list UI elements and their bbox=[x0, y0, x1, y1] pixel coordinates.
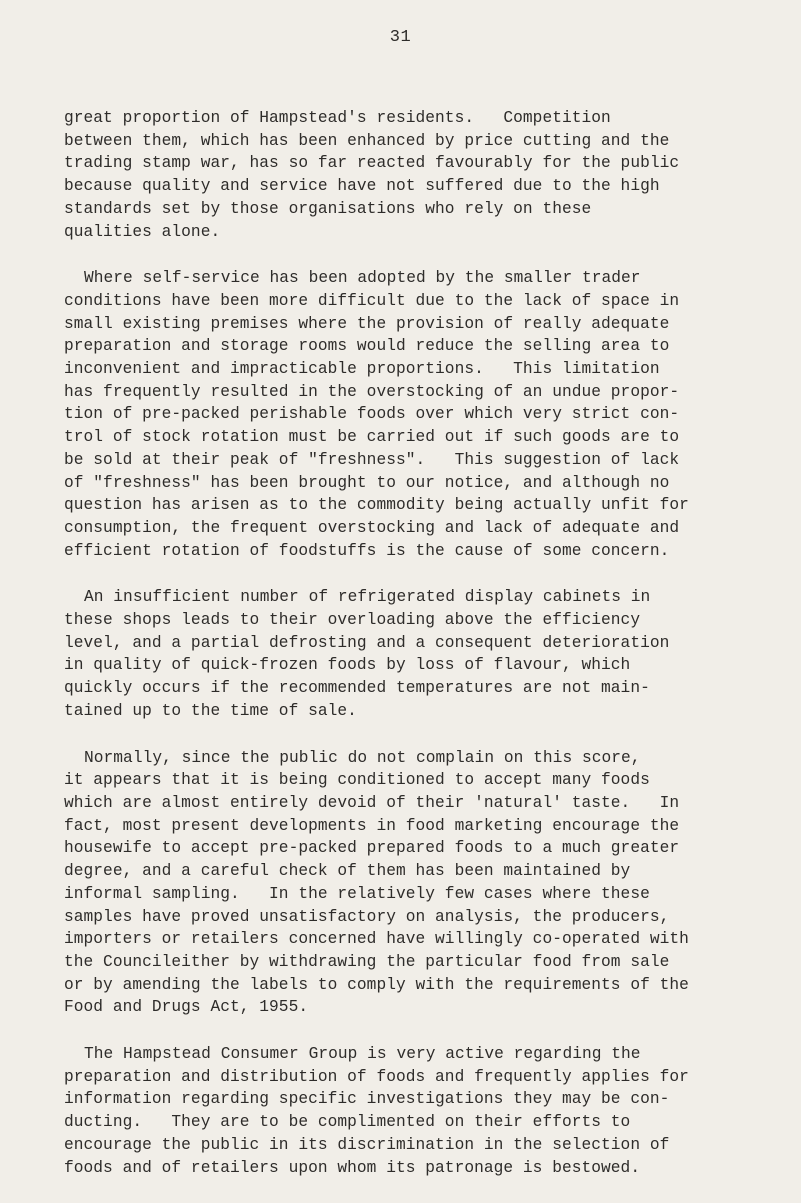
text-line: which are almost entirely devoid of their 'natural' taste. In bbox=[64, 793, 680, 812]
text-line: samples have proved unsatisfactory on analysis, the producers, bbox=[64, 907, 670, 926]
text-line: housewife to accept pre-packed prepared foods to a much greater bbox=[64, 839, 680, 858]
text-line: tion of pre-packed perishable foods over which very strict con- bbox=[64, 405, 680, 424]
text-line: the Councileither by withdrawing the particular food from sale bbox=[64, 952, 670, 971]
text-line: quickly occurs if the recommended temperatures are not main- bbox=[64, 679, 650, 698]
text-line: conditions have been more difficult due to the lack of space in bbox=[64, 291, 680, 310]
text-line: in quality of quick-frozen foods by loss of flavour, which bbox=[64, 656, 631, 675]
text-line: because quality and service have not suffered due to the high bbox=[64, 177, 660, 196]
paragraph-2 bbox=[64, 267, 764, 562]
text-line: The Hampstead Consumer Group is very active regarding the bbox=[84, 1045, 641, 1064]
text-line: informal sampling. In the relatively few cases where these bbox=[64, 884, 650, 903]
text-line: encourage the public in its discrimination in the selection of bbox=[64, 1135, 670, 1154]
text-line: foods and of retailers upon whom its patronage is bestowed. bbox=[64, 1158, 641, 1177]
text-line: degree, and a careful check of them has been maintained by bbox=[64, 862, 631, 881]
text-line: or by amending the labels to comply with the requirements of the bbox=[64, 975, 689, 994]
text-line: has frequently resulted in the overstocking of an undue propor- bbox=[64, 382, 680, 401]
text-line: fact, most present developments in food marketing encourage the bbox=[64, 816, 680, 835]
text-line: small existing premises where the provision of really adequate bbox=[64, 314, 670, 333]
text-line: information regarding specific investigations they may be con- bbox=[64, 1090, 670, 1109]
text-line: ducting. They are to be complimented on their efforts to bbox=[64, 1113, 631, 1132]
text-line: Where self-service has been adopted by the smaller trader bbox=[84, 269, 641, 288]
text-line: standards set by those organisations who rely on these bbox=[64, 199, 592, 218]
text-line: efficient rotation of foodstuffs is the cause of some concern. bbox=[64, 541, 670, 560]
text-line: of "freshness" has been brought to our notice, and although no bbox=[64, 473, 670, 492]
text-line: preparation and storage rooms would reduce the selling area to bbox=[64, 337, 670, 356]
page-number: 31 bbox=[389, 28, 412, 47]
text-line: be sold at their peak of "freshness". This suggestion of lack bbox=[64, 450, 680, 469]
paragraph-3 bbox=[64, 586, 764, 722]
text-line: Normally, since the public do not complain on this score, bbox=[84, 748, 641, 767]
text-line: An insufficient number of refrigerated display cabinets in bbox=[84, 588, 651, 607]
text-line: great proportion of Hampstead's residents. Competition bbox=[64, 109, 611, 127]
body-text bbox=[64, 107, 764, 1203]
text-line: Food and Drugs Act, 1955. bbox=[64, 998, 309, 1017]
text-line: consumption, the frequent overstocking and lack of adequate and bbox=[64, 518, 680, 537]
text-line: importers or retailers concerned have willingly co-operated with bbox=[64, 930, 689, 949]
paragraph-5 bbox=[64, 1043, 764, 1179]
text-line: between them, which has been enhanced by price cutting and the bbox=[64, 131, 670, 150]
text-line: trol of stock rotation must be carried out if such goods are to bbox=[64, 428, 680, 447]
text-line: level, and a partial defrosting and a consequent deterioration bbox=[64, 633, 670, 652]
paragraph-1 bbox=[64, 107, 764, 243]
text-line: question has arisen as to the commodity being actually unfit for bbox=[64, 496, 689, 515]
text-line: preparation and distribution of foods and frequently applies for bbox=[64, 1067, 689, 1086]
paragraph-4 bbox=[64, 747, 764, 1019]
text-line: it appears that it is being conditioned to accept many foods bbox=[64, 771, 650, 790]
text-line: these shops leads to their overloading above the efficiency bbox=[64, 611, 641, 630]
text-line: trading stamp war, has so far reacted favourably for the public bbox=[64, 154, 680, 173]
text-line: qualities alone. bbox=[64, 222, 221, 241]
text-line: tained up to the time of sale. bbox=[64, 701, 357, 720]
text-line: inconvenient and impracticable proportions. This limitation bbox=[64, 360, 660, 379]
